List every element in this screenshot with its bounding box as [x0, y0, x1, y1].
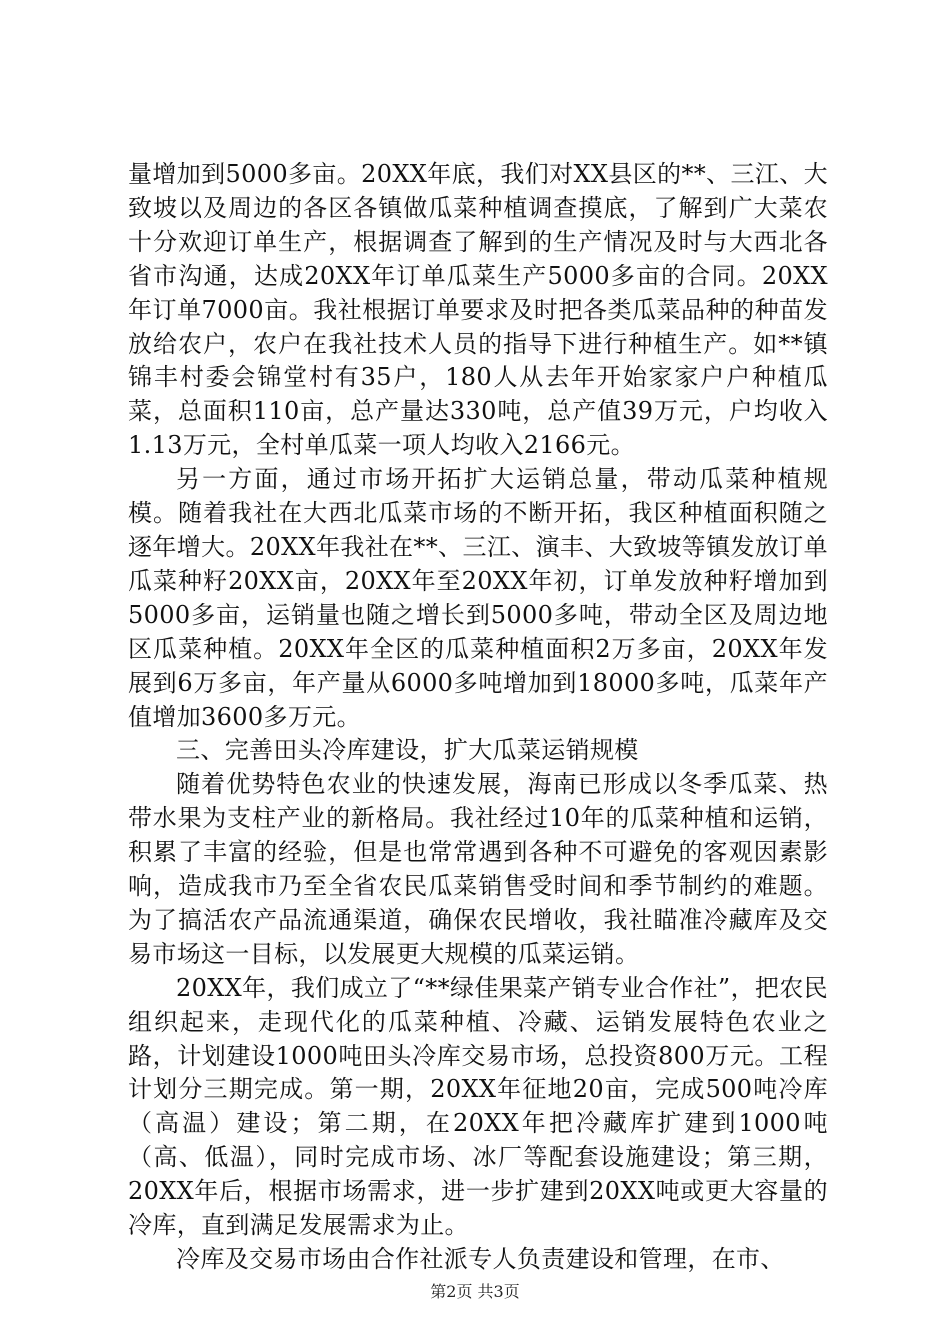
paragraph-management: 冷库及交易市场由合作社派专人负责建设和管理，在市、 [176, 1245, 785, 1273]
paragraph-cooperative-plan: 20XX年，我们成立了“**绿佳果菜产销专业合作社”，把农民组织起来，走现代化的瓜菜种植、冷藏、运销发展特色农业之路，计划建设1000吨田头冷库交易市场，总投资800万元。工程计划分三期完成。第一期，20XX年征地20亩，完成500吨冷库（高温）建设；第二期，在20XX年把冷藏库扩建到1000吨（高、低温），同时完成市场、冰厂等配套设施建设；第三期，20XX年后，根据市场需求，进一步扩建到20XX吨或更大容量的冷库，直到满足发展需求为止。 [128, 973, 828, 1240]
page-number-footer: 第2页 共3页 [430, 1282, 520, 1301]
paragraph-market-expansion: 另一方面，通过市场开拓扩大运销总量，带动瓜菜种植规模。随着我社在大西北瓜菜市场的不断开拓，我区种植面积随之逐年增大。20XX年我社在**、三江、演丰、大致坡等镇发放订单瓜菜种籽20XX亩，20XX年至20XX年初，订单发放种籽增加到5000多亩，运销量也随之增长到5000多吨，带动全区及周边地区瓜菜种植。20XX年全区的瓜菜种植面积2万多亩，20XX年发展到6万多亩，年产量从6000多吨增加到18000多吨，瓜菜年产值增加3600多万元。 [128, 465, 828, 731]
section-heading: 三、完善田头冷库建设，扩大瓜菜运销规模 [176, 736, 639, 765]
document-body [128, 158, 828, 1277]
paragraph-continuation: 量增加到5000多亩。20XX年底，我们对XX县区的**、三江、大致坡以及周边的各区各镇做瓜菜种植调查摸底，了解到广大菜农十分欢迎订单生产，根据调查了解到的生产情况及时与大西北各省市沟通，达成20XX年订单瓜菜生产5000多亩的合同。20XX年订单7000亩。我社根据订单要求及时把各类瓜菜品种的种苗发放给农户，农户在我社技术人员的指导下进行种植生产。如**镇锦丰村委会锦堂村有35户，180人从去年开始家家户户种植瓜菜，总面积110亩，总产量达330吨，总产值39万元，户均收入1.13万元，全村单瓜菜一项人均收入2166元。 [128, 160, 828, 460]
paragraph-cold-storage-background: 随着优势特色农业的快速发展，海南已形成以冬季瓜菜、热带水果为支柱产业的新格局。我社经过10年的瓜菜种植和运销，积累了丰富的经验，但是也常常遇到各种不可避免的客观因素影响，造成我市乃至全省农民瓜菜销售受时间和季节制约的难题。为了搞活农产品流通渠道，确保农民增收，我社瞄准冷藏库及交易市场这一目标，以发展更大规模的瓜菜运销。 [128, 770, 828, 968]
